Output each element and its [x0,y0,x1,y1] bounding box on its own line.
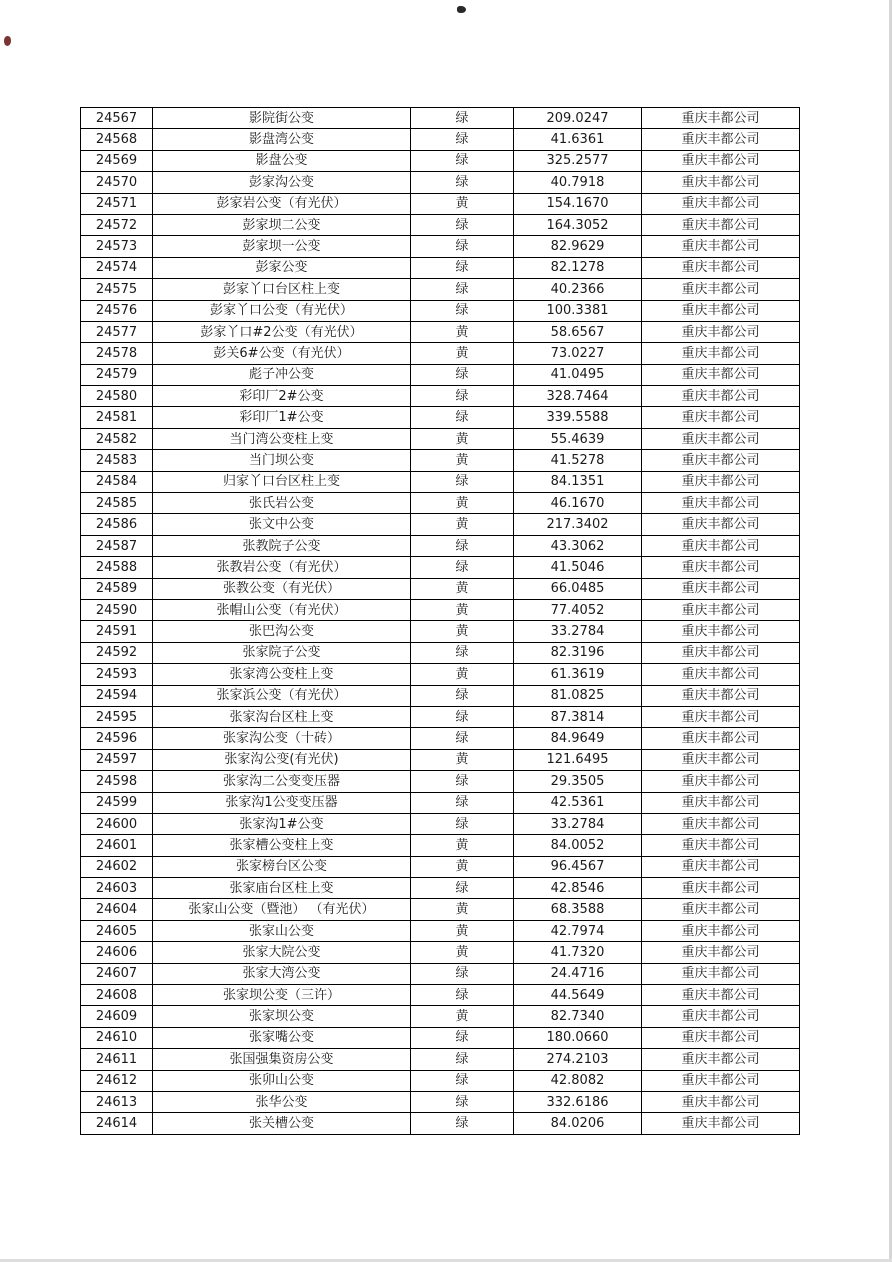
cell-load: 42.8082 [514,1070,642,1091]
cell-company: 重庆丰都公司 [642,1070,800,1091]
cell-load: 96.4567 [514,856,642,877]
cell-load: 209.0247 [514,108,642,129]
cell-status: 绿 [411,279,514,300]
cell-name: 张家沟二公变变压器 [153,771,411,792]
cell-load: 328.7464 [514,386,642,407]
cell-name: 彩印厂1#公变 [153,407,411,428]
cell-status: 绿 [411,214,514,235]
cell-status: 绿 [411,813,514,834]
cell-load: 41.7320 [514,942,642,963]
cell-load: 121.6495 [514,749,642,770]
table-row [81,300,800,321]
cell-company: 重庆丰都公司 [642,621,800,642]
cell-status: 黄 [411,450,514,471]
cell-id: 24573 [81,236,153,257]
cell-id: 24580 [81,386,153,407]
cell-name: 当门坝公变 [153,450,411,471]
cell-load: 73.0227 [514,343,642,364]
cell-load: 43.3062 [514,535,642,556]
cell-id: 24582 [81,428,153,449]
cell-name: 归家丫口台区柱上变 [153,471,411,492]
cell-name: 张家山公变（暨池） （有光伏） [153,899,411,920]
table-row [81,920,800,941]
cell-id: 24612 [81,1070,153,1091]
cell-status: 黄 [411,343,514,364]
cell-company: 重庆丰都公司 [642,920,800,941]
cell-id: 24607 [81,963,153,984]
cell-id: 24576 [81,300,153,321]
cell-id: 24599 [81,792,153,813]
cell-name: 张家坝公变 [153,1006,411,1027]
cell-id: 24570 [81,172,153,193]
cell-name: 张国强集资房公变 [153,1049,411,1070]
cell-company: 重庆丰都公司 [642,428,800,449]
cell-status: 绿 [411,407,514,428]
cell-status: 绿 [411,557,514,578]
cell-status: 绿 [411,172,514,193]
cell-load: 217.3402 [514,514,642,535]
smudge-mark-top [457,6,466,13]
cell-status: 绿 [411,792,514,813]
cell-id: 24590 [81,599,153,620]
cell-load: 46.1670 [514,493,642,514]
table-row [81,172,800,193]
cell-name: 彭家公变 [153,257,411,278]
cell-id: 24614 [81,1113,153,1134]
cell-company: 重庆丰都公司 [642,450,800,471]
table-row [81,985,800,1006]
cell-name: 彭家丫口#2公变（有光伏） [153,321,411,342]
cell-company: 重庆丰都公司 [642,749,800,770]
cell-load: 100.3381 [514,300,642,321]
cell-name: 彪子冲公变 [153,364,411,385]
cell-id: 24610 [81,1027,153,1048]
cell-load: 40.7918 [514,172,642,193]
cell-status: 绿 [411,129,514,150]
cell-status: 绿 [411,386,514,407]
table-row [81,471,800,492]
cell-id: 24600 [81,813,153,834]
table-row [81,813,800,834]
cell-id: 24574 [81,257,153,278]
table-row [81,1006,800,1027]
cell-status: 绿 [411,1049,514,1070]
cell-company: 重庆丰都公司 [642,599,800,620]
cell-name: 张家院子公变 [153,642,411,663]
cell-id: 24583 [81,450,153,471]
cell-id: 24584 [81,471,153,492]
table-row [81,685,800,706]
cell-company: 重庆丰都公司 [642,1006,800,1027]
cell-load: 29.3505 [514,771,642,792]
cell-id: 24588 [81,557,153,578]
table-row [81,899,800,920]
cell-load: 82.3196 [514,642,642,663]
cell-status: 黄 [411,621,514,642]
cell-company: 重庆丰都公司 [642,214,800,235]
table-row [81,578,800,599]
cell-name: 张家湾公变柱上变 [153,664,411,685]
cell-company: 重庆丰都公司 [642,642,800,663]
cell-name: 张家沟1#公变 [153,813,411,834]
table-row [81,856,800,877]
table-row [81,450,800,471]
cell-company: 重庆丰都公司 [642,1027,800,1048]
cell-load: 42.7974 [514,920,642,941]
cell-company: 重庆丰都公司 [642,557,800,578]
cell-company: 重庆丰都公司 [642,407,800,428]
table-row [81,129,800,150]
cell-status: 绿 [411,642,514,663]
cell-name: 张家沟公变(有光伏) [153,749,411,770]
cell-load: 33.2784 [514,813,642,834]
cell-status: 黄 [411,321,514,342]
cell-company: 重庆丰都公司 [642,236,800,257]
cell-status: 黄 [411,428,514,449]
table-row [81,364,800,385]
cell-status: 绿 [411,878,514,899]
table-row [81,963,800,984]
table-row [81,343,800,364]
cell-name: 张文中公变 [153,514,411,535]
cell-name: 当门湾公变柱上变 [153,428,411,449]
cell-id: 24569 [81,150,153,171]
cell-name: 张帽山公变（有光伏） [153,599,411,620]
cell-company: 重庆丰都公司 [642,493,800,514]
cell-status: 绿 [411,1091,514,1112]
cell-company: 重庆丰都公司 [642,129,800,150]
table-row [81,728,800,749]
cell-load: 58.6567 [514,321,642,342]
cell-company: 重庆丰都公司 [642,963,800,984]
cell-id: 24589 [81,578,153,599]
table-row [81,407,800,428]
table-row [81,428,800,449]
cell-company: 重庆丰都公司 [642,878,800,899]
cell-name: 张家沟台区柱上变 [153,706,411,727]
cell-load: 66.0485 [514,578,642,599]
cell-company: 重庆丰都公司 [642,300,800,321]
cell-name: 张巴沟公变 [153,621,411,642]
cell-company: 重庆丰都公司 [642,578,800,599]
cell-load: 40.2366 [514,279,642,300]
table-row [81,257,800,278]
cell-name: 彭家坝二公变 [153,214,411,235]
cell-id: 24594 [81,685,153,706]
cell-status: 绿 [411,771,514,792]
cell-status: 绿 [411,685,514,706]
table-row [81,792,800,813]
cell-id: 24611 [81,1049,153,1070]
cell-company: 重庆丰都公司 [642,1113,800,1134]
cell-load: 325.2577 [514,150,642,171]
cell-company: 重庆丰都公司 [642,471,800,492]
cell-name: 张教院子公变 [153,535,411,556]
table-row [81,193,800,214]
cell-id: 24567 [81,108,153,129]
cell-name: 张家沟1公变变压器 [153,792,411,813]
cell-name: 彭家丫口公变（有光伏） [153,300,411,321]
cell-load: 68.3588 [514,899,642,920]
cell-id: 24587 [81,535,153,556]
cell-status: 绿 [411,1070,514,1091]
cell-status: 绿 [411,150,514,171]
cell-name: 张家大院公变 [153,942,411,963]
cell-company: 重庆丰都公司 [642,835,800,856]
cell-name: 张家浜公变（有光伏） [153,685,411,706]
cell-load: 82.9629 [514,236,642,257]
cell-load: 84.0052 [514,835,642,856]
cell-company: 重庆丰都公司 [642,150,800,171]
cell-load: 61.3619 [514,664,642,685]
table-row [81,108,800,129]
cell-id: 24603 [81,878,153,899]
cell-id: 24613 [81,1091,153,1112]
cell-company: 重庆丰都公司 [642,771,800,792]
cell-status: 黄 [411,920,514,941]
cell-status: 绿 [411,108,514,129]
cell-company: 重庆丰都公司 [642,685,800,706]
cell-id: 24575 [81,279,153,300]
cell-company: 重庆丰都公司 [642,279,800,300]
cell-name: 张家槽公变柱上变 [153,835,411,856]
table-row [81,1070,800,1091]
cell-company: 重庆丰都公司 [642,985,800,1006]
cell-status: 绿 [411,471,514,492]
cell-load: 81.0825 [514,685,642,706]
cell-name: 彭关6#公变（有光伏） [153,343,411,364]
table-row [81,1027,800,1048]
cell-load: 82.7340 [514,1006,642,1027]
cell-name: 张华公变 [153,1091,411,1112]
cell-status: 绿 [411,1113,514,1134]
cell-load: 84.1351 [514,471,642,492]
cell-company: 重庆丰都公司 [642,172,800,193]
cell-company: 重庆丰都公司 [642,343,800,364]
cell-load: 42.5361 [514,792,642,813]
cell-company: 重庆丰都公司 [642,193,800,214]
cell-company: 重庆丰都公司 [642,813,800,834]
cell-id: 24593 [81,664,153,685]
table-row [81,599,800,620]
table-row [81,771,800,792]
cell-load: 84.9649 [514,728,642,749]
cell-company: 重庆丰都公司 [642,386,800,407]
cell-id: 24609 [81,1006,153,1027]
cell-company: 重庆丰都公司 [642,1049,800,1070]
cell-id: 24606 [81,942,153,963]
cell-load: 42.8546 [514,878,642,899]
cell-load: 164.3052 [514,214,642,235]
cell-name: 张家坝公变（三许） [153,985,411,1006]
table-row [81,236,800,257]
cell-id: 24579 [81,364,153,385]
cell-name: 张家榜台区公变 [153,856,411,877]
cell-load: 41.5046 [514,557,642,578]
cell-company: 重庆丰都公司 [642,257,800,278]
cell-company: 重庆丰都公司 [642,321,800,342]
cell-load: 339.5588 [514,407,642,428]
cell-id: 24568 [81,129,153,150]
cell-id: 24595 [81,706,153,727]
cell-company: 重庆丰都公司 [642,728,800,749]
cell-company: 重庆丰都公司 [642,664,800,685]
cell-name: 彭家沟公变 [153,172,411,193]
cell-status: 黄 [411,514,514,535]
cell-status: 绿 [411,535,514,556]
cell-load: 55.4639 [514,428,642,449]
cell-load: 41.0495 [514,364,642,385]
table-row [81,386,800,407]
cell-status: 黄 [411,1006,514,1027]
cell-id: 24581 [81,407,153,428]
cell-status: 绿 [411,364,514,385]
cell-name: 影院街公变 [153,108,411,129]
table-row [81,835,800,856]
cell-name: 影盘公变 [153,150,411,171]
cell-load: 41.5278 [514,450,642,471]
table-row [81,878,800,899]
cell-id: 24601 [81,835,153,856]
cell-status: 绿 [411,300,514,321]
cell-status: 绿 [411,985,514,1006]
cell-status: 绿 [411,963,514,984]
cell-company: 重庆丰都公司 [642,1091,800,1112]
table-row [81,749,800,770]
cell-company: 重庆丰都公司 [642,364,800,385]
cell-id: 24596 [81,728,153,749]
table-row [81,493,800,514]
cell-id: 24578 [81,343,153,364]
table-row [81,514,800,535]
table-row [81,535,800,556]
cell-status: 黄 [411,493,514,514]
table-row [81,214,800,235]
cell-status: 绿 [411,236,514,257]
cell-load: 24.4716 [514,963,642,984]
cell-load: 332.6186 [514,1091,642,1112]
cell-status: 黄 [411,578,514,599]
table-row [81,621,800,642]
cell-id: 24598 [81,771,153,792]
cell-company: 重庆丰都公司 [642,535,800,556]
transformer-data-table [80,107,800,1135]
cell-load: 82.1278 [514,257,642,278]
cell-id: 24572 [81,214,153,235]
cell-status: 绿 [411,728,514,749]
cell-load: 44.5649 [514,985,642,1006]
cell-id: 24585 [81,493,153,514]
cell-load: 77.4052 [514,599,642,620]
cell-company: 重庆丰都公司 [642,706,800,727]
table-row [81,279,800,300]
cell-id: 24605 [81,920,153,941]
cell-name: 影盘湾公变 [153,129,411,150]
cell-load: 41.6361 [514,129,642,150]
cell-load: 33.2784 [514,621,642,642]
cell-load: 154.1670 [514,193,642,214]
cell-company: 重庆丰都公司 [642,899,800,920]
cell-id: 24577 [81,321,153,342]
cell-name: 彩印厂2#公变 [153,386,411,407]
cell-name: 张家庙台区柱上变 [153,878,411,899]
cell-name: 张教岩公变（有光伏） [153,557,411,578]
cell-name: 彭家坝一公变 [153,236,411,257]
cell-id: 24571 [81,193,153,214]
table-row [81,150,800,171]
smudge-mark-left [4,36,11,46]
cell-name: 彭家岩公变（有光伏） [153,193,411,214]
cell-name: 彭家丫口台区柱上变 [153,279,411,300]
cell-company: 重庆丰都公司 [642,108,800,129]
cell-id: 24592 [81,642,153,663]
cell-id: 24591 [81,621,153,642]
table-row [81,321,800,342]
cell-load: 87.3814 [514,706,642,727]
table-row [81,1091,800,1112]
cell-status: 绿 [411,1027,514,1048]
cell-status: 黄 [411,899,514,920]
cell-name: 张教公变（有光伏） [153,578,411,599]
cell-status: 黄 [411,664,514,685]
cell-id: 24608 [81,985,153,1006]
cell-id: 24602 [81,856,153,877]
cell-status: 黄 [411,856,514,877]
cell-status: 黄 [411,942,514,963]
table-row [81,664,800,685]
cell-status: 黄 [411,599,514,620]
cell-name: 张家大湾公变 [153,963,411,984]
cell-company: 重庆丰都公司 [642,514,800,535]
cell-status: 绿 [411,257,514,278]
table-body [81,108,800,1135]
table-row [81,642,800,663]
cell-load: 84.0206 [514,1113,642,1134]
cell-load: 180.0660 [514,1027,642,1048]
cell-load: 274.2103 [514,1049,642,1070]
cell-name: 张家沟公变（十砖） [153,728,411,749]
cell-id: 24597 [81,749,153,770]
cell-company: 重庆丰都公司 [642,792,800,813]
table-row [81,557,800,578]
cell-company: 重庆丰都公司 [642,856,800,877]
table-row [81,1113,800,1134]
cell-name: 张家山公变 [153,920,411,941]
cell-id: 24604 [81,899,153,920]
cell-id: 24586 [81,514,153,535]
table-row [81,942,800,963]
cell-name: 张家嘴公变 [153,1027,411,1048]
cell-status: 黄 [411,835,514,856]
table-row [81,706,800,727]
cell-name: 张卯山公变 [153,1070,411,1091]
cell-company: 重庆丰都公司 [642,942,800,963]
cell-status: 绿 [411,706,514,727]
cell-status: 黄 [411,749,514,770]
table-row [81,1049,800,1070]
cell-name: 张氏岩公变 [153,493,411,514]
cell-status: 黄 [411,193,514,214]
cell-name: 张关槽公变 [153,1113,411,1134]
